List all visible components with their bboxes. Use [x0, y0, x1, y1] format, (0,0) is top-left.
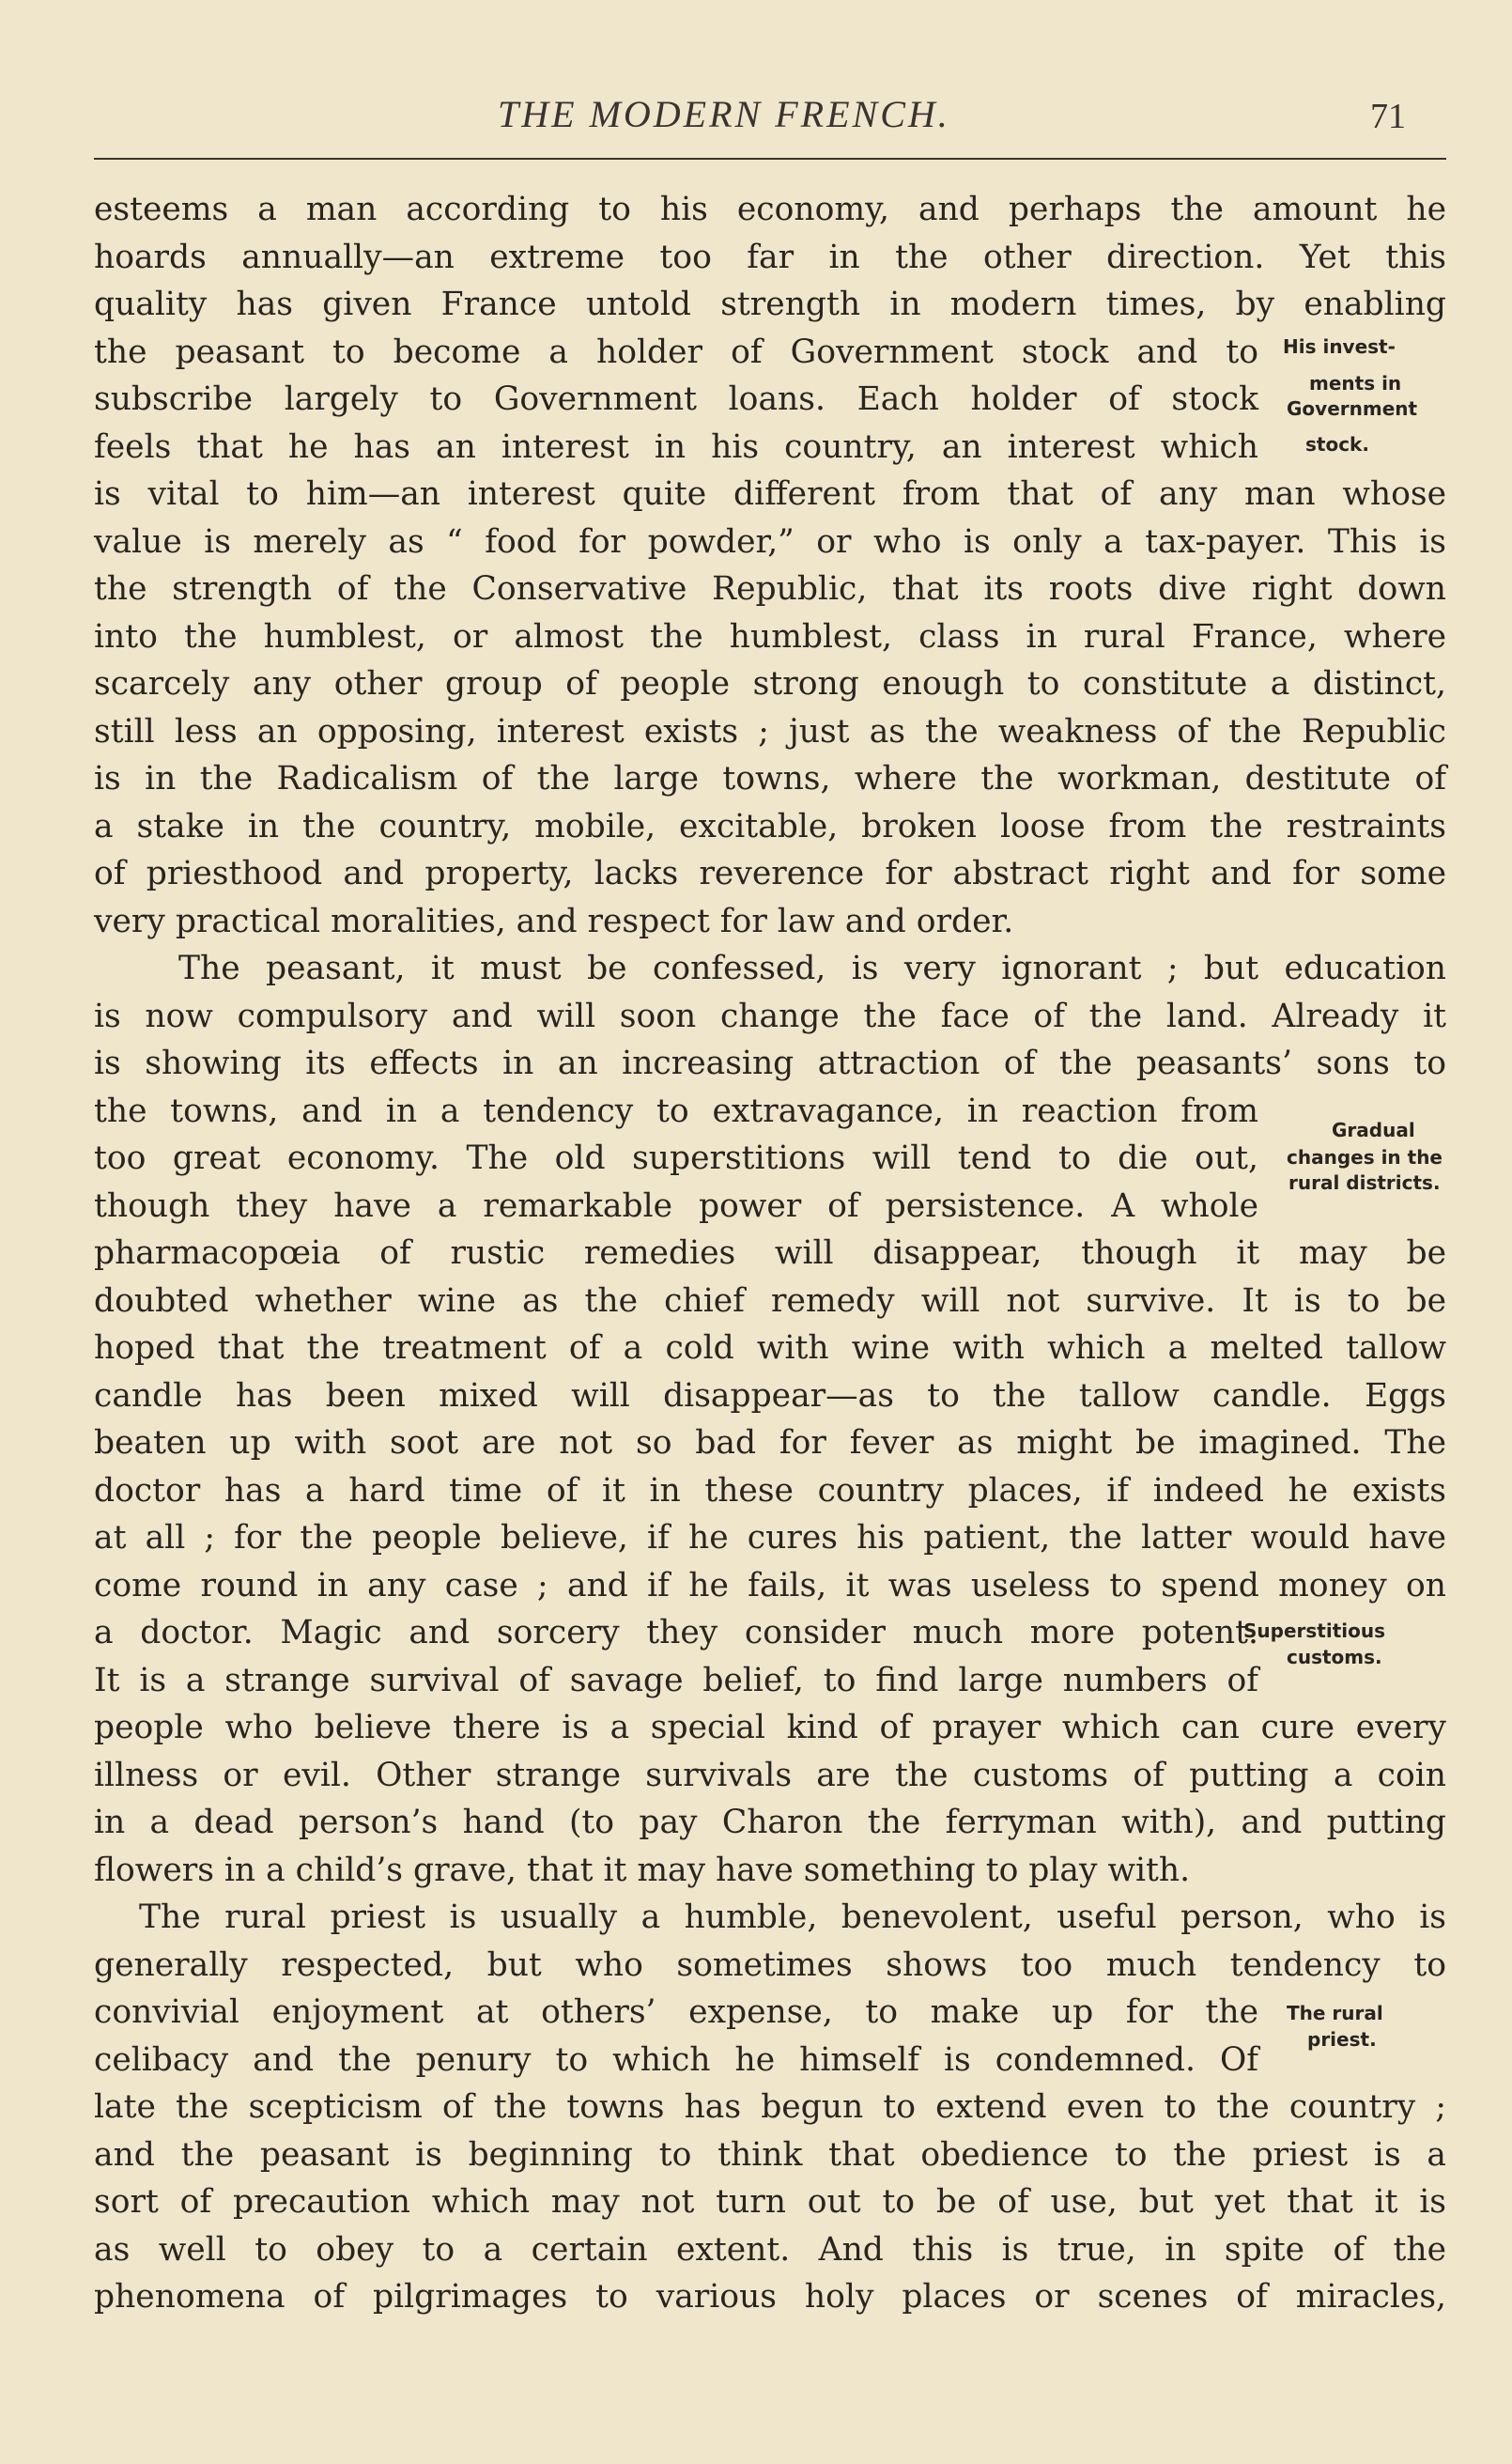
text-line-content: subscribe largely to Government loans. Each holder of stock [94, 380, 1258, 418]
text-line [94, 281, 1446, 329]
text-line [94, 803, 1446, 851]
text-line [94, 329, 1446, 377]
text-line-content: people who believe there is a special kind of prayer which can cure every [94, 1709, 1446, 1746]
text-line-content: is now compulsory and will soon change the face of the land. Already it [94, 997, 1446, 1035]
text-line [94, 898, 1446, 946]
text-line-content: sort of precaution which may not turn out to be of use, but yet that it is [94, 2183, 1446, 2221]
text-line [94, 1419, 1446, 1467]
text-line-content: It is a strange survival of savage belief, to find large numbers of [94, 1661, 1258, 1699]
side-note-line: rural districts. [1288, 1171, 1441, 1194]
text-line-content: too great economy. The old superstitions will tend to die out, [94, 1139, 1258, 1177]
text-line [94, 1467, 1446, 1515]
text-line-content: The peasant, it must be confessed, is very ignorant ; but education [178, 950, 1446, 987]
text-line [94, 850, 1446, 898]
text-line [94, 424, 1446, 472]
text-line [94, 1989, 1446, 2037]
text-line-content: the towns, and in a tendency to extravagance, in reaction from [94, 1092, 1258, 1130]
text-line [94, 1088, 1446, 1136]
text-line [94, 993, 1446, 1041]
text-line-content: phenomena of pilgrimages to various holy places or scenes of miracles, [94, 2278, 1446, 2316]
side-note-line: Gradual [1332, 1119, 1415, 1141]
text-line-content: esteems a man according to his economy, and perhaps the amount he [94, 191, 1446, 228]
page-number: 71 [1370, 97, 1406, 136]
text-line-content: is in the Radicalism of the large towns, where the workman, destitute of [94, 760, 1446, 798]
text-line [94, 1325, 1446, 1372]
text-line-content: a stake in the country, mobile, excitable, broken loose from the restraints [94, 807, 1446, 845]
text-line-content: very practical moralities, and respect for law and order. [94, 902, 1014, 940]
side-note-line: changes in the [1287, 1146, 1443, 1169]
text-line-content: doctor has a hard time of it in these country places, if indeed he exists [94, 1471, 1446, 1510]
side-note-line: Superstitious [1243, 1619, 1386, 1642]
side-note-line: stock. [1305, 433, 1369, 456]
text-line [94, 1230, 1446, 1278]
side-note-line: His invest- [1283, 335, 1396, 358]
side-note-line: ments in [1309, 372, 1402, 395]
running-title: THE MODERN FRENCH. [498, 93, 950, 135]
text-line-content: still less an opposing, interest exists ; just as the weakness of the Republic [94, 712, 1446, 751]
side-note-line: customs. [1287, 1646, 1382, 1668]
text-line-content: value is merely as “ food for powder,” or who is only a tax-payer. This is [94, 522, 1446, 561]
text-line-content: is showing its effects in an increasing attraction of the peasants’ sons to [94, 1045, 1446, 1082]
text-line-content: candle has been mixed will disappear—as to the tallow candle. Eggs [94, 1376, 1446, 1415]
text-line-content: and the peasant is beginning to think that obedience to the priest is a [94, 2135, 1446, 2174]
text-line-content: a doctor. Magic and sorcery they consider much more potent. [94, 1614, 1258, 1651]
text-line-content: flowers in a child’s grave, that it may have something to play with. [94, 1851, 1191, 1889]
header-rule [94, 158, 1446, 160]
text-line-content: though they have a remarkable power of persistence. A whole [94, 1186, 1258, 1225]
running-head [0, 92, 1446, 148]
text-line [94, 566, 1446, 613]
text-line [94, 376, 1446, 424]
side-note-line: The rural [1287, 2002, 1383, 2024]
text-line [94, 1799, 1446, 1847]
text-line [94, 1752, 1446, 1800]
text-line-content: in a dead person’s hand (to pay Charon the ferryman with), and putting [94, 1804, 1446, 1841]
text-line [94, 2178, 1446, 2226]
text-line [94, 234, 1446, 282]
text-line-content: quality has given France untold strength in modern times, by enabling [94, 286, 1446, 323]
text-line [94, 519, 1446, 566]
text-line [94, 1183, 1446, 1231]
text-line [94, 1372, 1446, 1420]
text-line [94, 2273, 1446, 2321]
text-line-content: celibacy and the penury to which he himself is condemned. Of [94, 2040, 1258, 2079]
text-line [94, 1562, 1446, 1610]
text-line [94, 1040, 1446, 1088]
text-line-content: as well to obey to a certain extent. And this is true, in spite of the [94, 2230, 1446, 2269]
text-line-content: illness or evil. Other strange survivals are the customs of putting a coin [94, 1756, 1446, 1794]
text-line [94, 755, 1446, 803]
text-line-content: the strength of the Conservative Republic, that its roots dive right down [94, 570, 1446, 608]
text-line [94, 2037, 1446, 2084]
text-line-content: hoped that the treatment of a cold with wine with which a melted tallow [94, 1329, 1446, 1367]
text-line-content: beaten up with soot are not so bad for fever as might be imagined. The [94, 1424, 1446, 1462]
text-line [94, 1278, 1446, 1325]
text-line [94, 613, 1446, 661]
text-line-content: into the humblest, or almost the humblest, class in rural France, where [94, 617, 1446, 656]
text-line-content: generally respected, but who sometimes shows too much tendency to [94, 1945, 1446, 1984]
text-line-content: late the scepticism of the towns has begun to extend even to the country ; [94, 2088, 1446, 2126]
text-line-content: of priesthood and property, lacks reverence for abstract right and for some [94, 855, 1446, 892]
text-line-content: the peasant to become a holder of Government stock and to [94, 333, 1258, 371]
side-note-line: Government [1287, 397, 1418, 420]
text-line [94, 1514, 1446, 1562]
text-line-content: hoards annually—an extreme too far in the other direction. Yet this [94, 238, 1446, 276]
text-line-content: convivial enjoyment at others’ expense, to make up for the [94, 1993, 1258, 2031]
text-line [94, 660, 1446, 708]
text-line [94, 1942, 1446, 1990]
text-line [94, 1135, 1446, 1183]
text-line [94, 471, 1446, 519]
text-line [94, 2084, 1446, 2131]
text-line [94, 708, 1446, 756]
text-line-content: The rural priest is usually a humble, benevolent, useful person, who is [139, 1898, 1446, 1936]
text-line-content: at all ; for the people believe, if he cures his patient, the latter would have [94, 1519, 1446, 1557]
text-line-content: pharmacopœia of rustic remedies will disappear, though it may be [94, 1234, 1446, 1272]
text-line [94, 2226, 1446, 2274]
text-line-content: scarcely any other group of people strong enough to constitute a distinct, [94, 665, 1446, 703]
text-line-content: doubted whether wine as the chief remedy will not survive. It is to be [94, 1281, 1446, 1320]
text-line [94, 945, 1446, 993]
text-line [94, 2131, 1446, 2179]
text-line-content: come round in any case ; and if he fails, it was useless to spend money on [94, 1566, 1446, 1604]
text-line [94, 1847, 1446, 1895]
text-line [94, 1894, 1446, 1942]
text-line [94, 1704, 1446, 1752]
text-line [94, 1657, 1446, 1705]
body-text [94, 186, 1446, 2321]
text-line [94, 186, 1446, 234]
text-line-content: feels that he has an interest in his country, an interest which [94, 427, 1258, 466]
side-note-line: priest. [1307, 2028, 1377, 2051]
text-line-content: is vital to him—an interest quite different from that of any man whose [94, 475, 1446, 513]
